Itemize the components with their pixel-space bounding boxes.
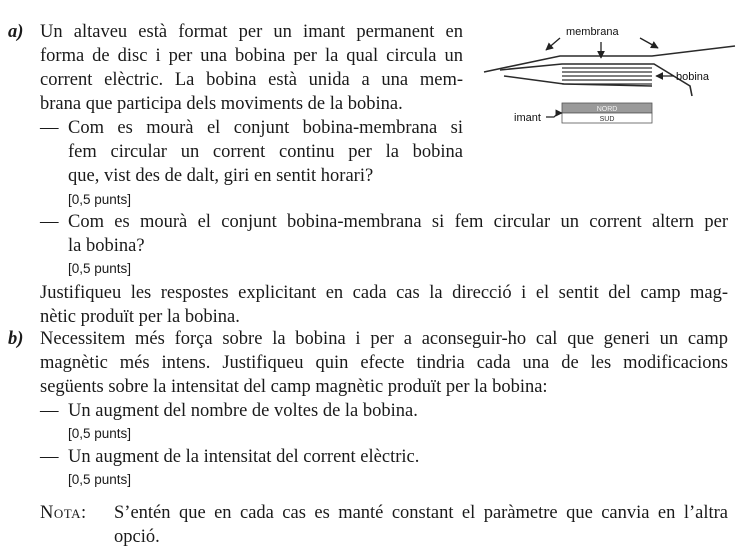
part-b-label: b) [8, 329, 24, 349]
b-item-1-text: Un augment del nombre de voltes de la bobina. [68, 401, 418, 421]
imant-label: imant [514, 112, 541, 124]
part-b-intro-line-3: següents sobre la intensitat del camp magnètic produït per la bobina: [40, 377, 548, 397]
b-item-2-dash: — [40, 447, 59, 467]
membrana-label: membrana [566, 26, 619, 38]
part-a-intro-line-2: forma de disc i per una bobina per la qual circula un [40, 46, 463, 66]
part-a-label: a) [8, 22, 24, 42]
b-item-1-dash: — [40, 401, 59, 421]
q1-line-1: Com es mourà el conjunt bobina-membrana si [68, 118, 463, 138]
b-item-2-text: Un augment de la intensitat del corrent elèctric. [68, 447, 420, 467]
membrana-arrow-right [640, 38, 658, 48]
imant-arrow [546, 113, 562, 117]
note-line-2: opció. [114, 527, 160, 547]
bobina-label: bobina [676, 71, 710, 83]
q2-line-2: la bobina? [68, 236, 145, 256]
part-a-intro-line-3: corrent elèctric. La bobina està unida a una mem- [40, 70, 463, 90]
part-a-intro-line-1: Un altaveu està format per un imant permanent en [40, 22, 463, 42]
membrana-arrow-left [546, 38, 560, 50]
q2-dash: — [40, 212, 59, 232]
sud-label: SUD [599, 116, 615, 123]
q1-points: [0,5 punts] [68, 192, 132, 207]
q1-line-2: fem circular un corrent continu per la bobina [68, 142, 463, 162]
part-b-intro-line-2: magnètic més intens. Justifiqueu quin efecte tindria cada una de les modificacions [40, 353, 728, 373]
justify-line-2: nètic produït per la bobina. [40, 307, 240, 327]
q1-line-3: que, vist des de dalt, giri en sentit horari? [68, 166, 374, 186]
note-label: Nota: [40, 503, 87, 523]
q2-points: [0,5 punts] [68, 261, 132, 276]
nord-label: NORD [596, 106, 618, 113]
coil [562, 68, 652, 84]
q2-line-1: Com es mourà el conjunt bobina-membrana si fem circular un corrent altern per [68, 212, 728, 232]
part-a-intro-line-4: brana que participa dels moviments de la bobina. [40, 94, 403, 114]
b-item-1-points: [0,5 punts] [68, 426, 132, 441]
part-b-intro-line-1: Necessitem més força sobre la bobina i per a aconseguir-ho cal que generi un camp [40, 329, 728, 349]
q1-dash: — [40, 118, 59, 138]
b-item-2-points: [0,5 punts] [68, 472, 132, 487]
loudspeaker-diagram [480, 18, 742, 138]
note-line-1: S’entén que en cada cas es manté constant el paràmetre que canvia en l’altra [114, 503, 728, 523]
justify-line-1: Justifiqueu les respostes explicitant en cada cas la direcció i el sentit del camp mag- [40, 283, 728, 303]
